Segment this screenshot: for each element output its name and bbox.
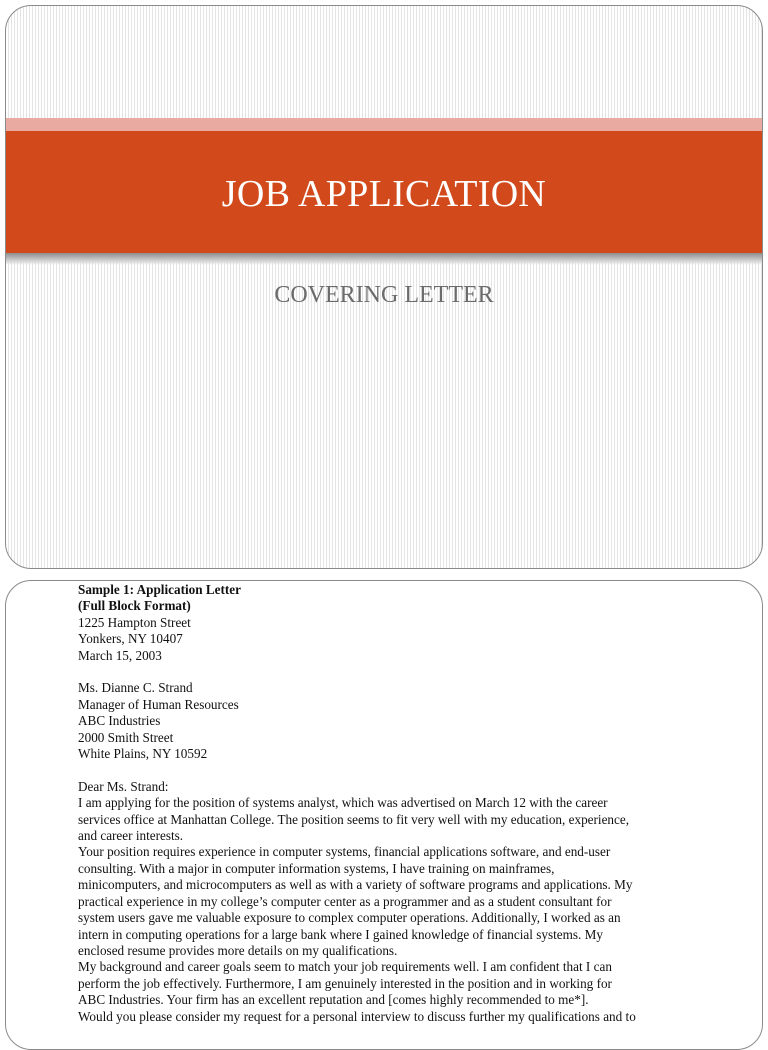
slide-subtitle: COVERING LETTER: [274, 282, 494, 308]
body-line: services office at Manhattan College. The position seems to fit very well with my education, experience,: [78, 811, 630, 827]
body-line: system users gave me valuable exposure to complex computer operations. Additionally, I worked as an: [78, 910, 621, 926]
letter-slide: [5, 580, 763, 1050]
body-line: practical experience in my college’s computer center as a programmer and as a student consultant for: [78, 893, 612, 909]
body-line: perform the job effectively. Furthermore, I am genuinely interested in the position and in working for: [78, 975, 612, 991]
letter-heading: Sample 1: Application Letter: [78, 582, 242, 597]
sender-street: 1225 Hampton Street: [78, 614, 191, 630]
body-line: intern in computing operations for a large bank where I gained knowledge of financial systems. My: [78, 926, 603, 942]
blank-line: [78, 664, 678, 680]
body-line: consulting. With a major in computer information systems, I have training on mainframes,: [78, 860, 555, 876]
body-line: minicomputers, and microcomputers as well as with a variety of software programs and applications. My: [78, 877, 633, 893]
recipient-city: White Plains, NY 10592: [78, 746, 208, 762]
body-line: and career interests.: [78, 828, 184, 844]
body-line: enclosed resume provides more details on my qualifications.: [78, 942, 398, 958]
letter-text: [78, 582, 678, 1025]
title-band-shadow: [6, 253, 762, 265]
blank-line: [78, 762, 678, 778]
body-line: Would you please consider my request for a personal interview to discuss further my qualifications and to: [78, 1008, 636, 1024]
recipient-street: 2000 Smith Street: [78, 729, 174, 745]
salutation: Dear Ms. Strand:: [78, 778, 169, 794]
letter-format-note: (Full Block Format): [78, 598, 191, 614]
sender-city: Yonkers, NY 10407: [78, 631, 183, 647]
body-line: My background and career goals seem to match your job requirements well. I am confident that I can: [78, 959, 612, 975]
recipient-name: Ms. Dianne C. Strand: [78, 680, 193, 696]
body-line: Your position requires experience in computer systems, financial applications software, and end-user: [78, 844, 611, 860]
recipient-company: ABC Industries: [78, 713, 161, 729]
title-slide: [5, 5, 763, 569]
body-line: I am applying for the position of systems analyst, which was advertised on March 12 with the career: [78, 795, 608, 811]
slide-title: JOB APPLICATION: [221, 173, 547, 215]
letter-date: March 15, 2003: [78, 647, 162, 663]
title-band: [6, 131, 762, 253]
body-line: ABC Industries. Your firm has an excellent reputation and [comes highly recommended to me*].: [78, 992, 589, 1008]
recipient-title: Manager of Human Resources: [78, 696, 239, 712]
